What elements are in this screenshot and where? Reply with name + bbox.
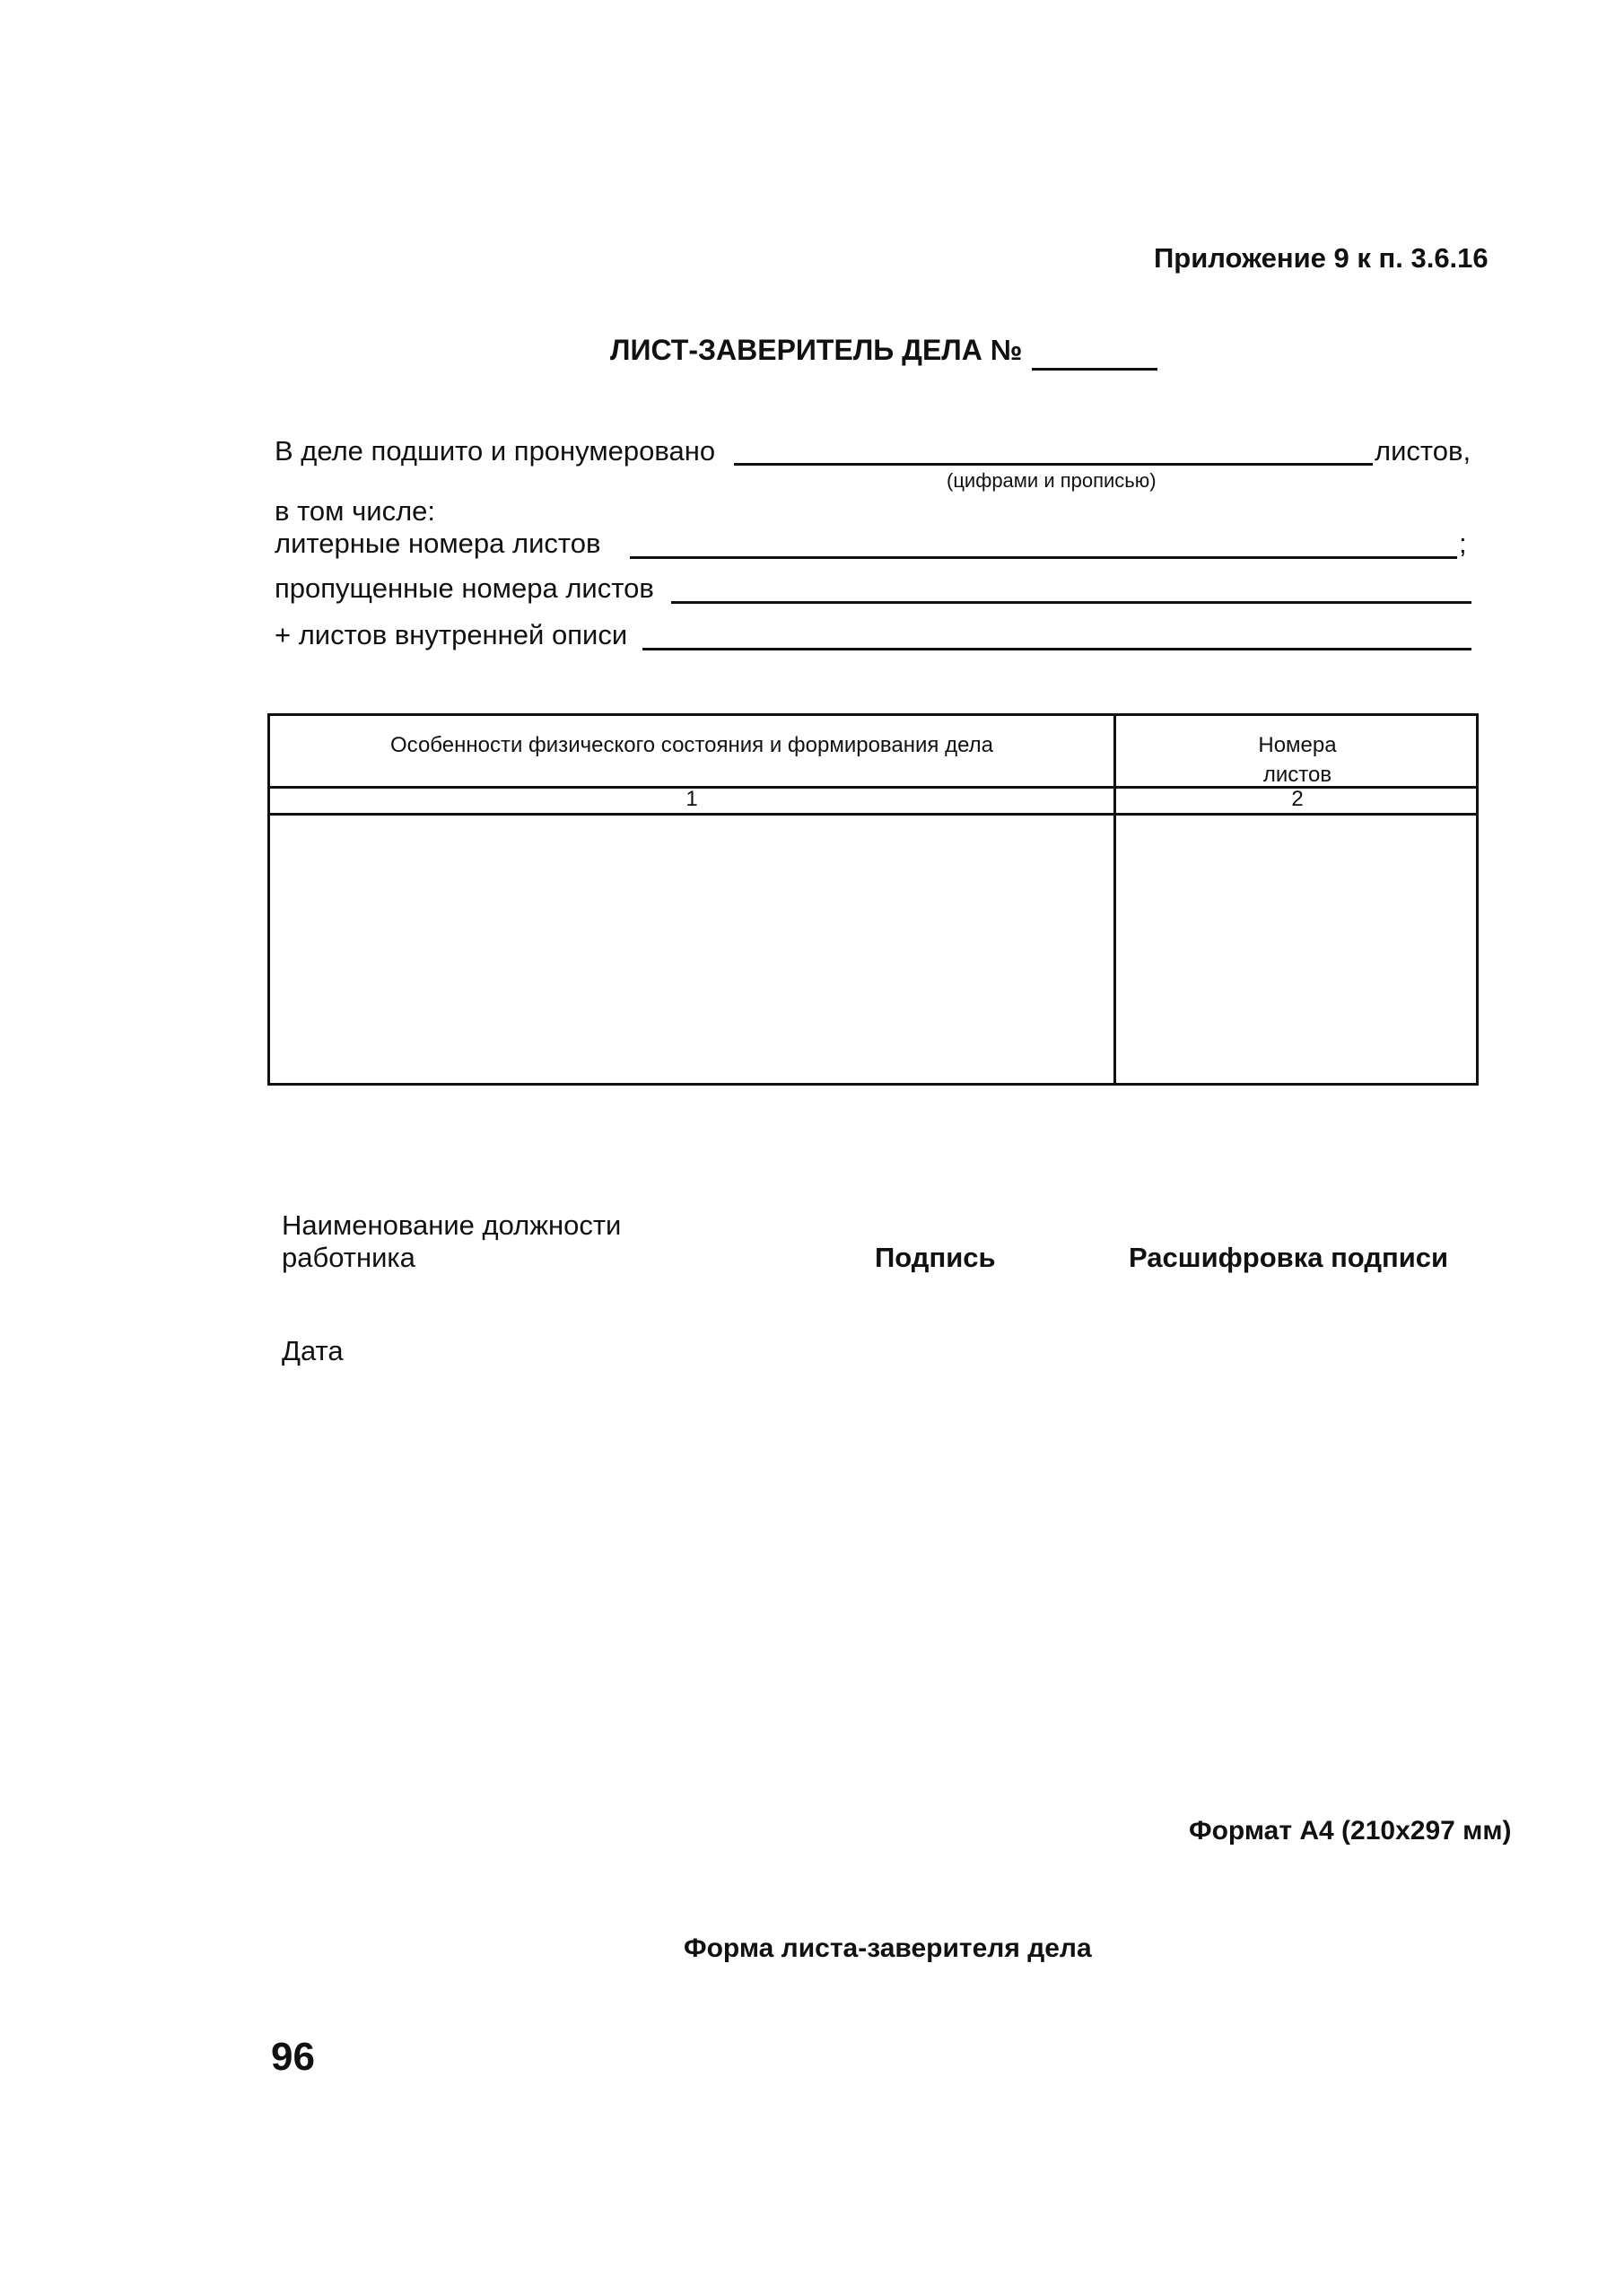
inner-inventory-line bbox=[642, 648, 1471, 650]
table-col1-number: 1 bbox=[685, 787, 698, 811]
appendix-reference: Приложение 9 к п. 3.6.16 bbox=[1154, 242, 1489, 274]
page-number: 96 bbox=[271, 2035, 315, 2079]
missing-numbers-line bbox=[671, 601, 1471, 604]
inner-inventory-label: + листов внутренней описи bbox=[275, 619, 628, 650]
sewn-suffix: листов, bbox=[1375, 435, 1471, 467]
case-number-line bbox=[1032, 368, 1157, 371]
table-header-col2-line2: листов bbox=[1262, 763, 1332, 787]
signature-decoding-label: Расшифровка подписи bbox=[1129, 1242, 1449, 1273]
form-caption: Форма листа-заверителя дела bbox=[684, 1933, 1092, 1963]
table-header-col2-line1: Номера bbox=[1258, 733, 1337, 757]
letter-numbers-suffix: ; bbox=[1459, 528, 1467, 559]
signature-label: Подпись bbox=[875, 1242, 996, 1273]
letter-numbers-line bbox=[630, 556, 1457, 559]
date-label: Дата bbox=[282, 1335, 344, 1366]
letter-numbers-label: литерные номера листов bbox=[275, 528, 601, 559]
format-note: Формат А4 (210х297 мм) bbox=[1189, 1816, 1512, 1846]
table-col2-number: 2 bbox=[1291, 787, 1304, 811]
condition-table bbox=[267, 713, 1479, 1086]
sewn-hint: (цифрами и прописью) bbox=[947, 469, 1157, 492]
table-header-col1: Особенности физического состояния и формирования дела bbox=[390, 733, 993, 757]
sewn-label: В деле подшито и пронумеровано bbox=[275, 435, 716, 467]
position-label-line2: работника bbox=[282, 1242, 415, 1273]
document-title: ЛИСТ-ЗАВЕРИТЕЛЬ ДЕЛА № bbox=[610, 334, 1023, 366]
position-label-line1: Наименование должности bbox=[282, 1209, 622, 1241]
including-label: в том числе: bbox=[275, 495, 436, 527]
missing-numbers-label: пропущенные номера листов bbox=[275, 572, 654, 604]
table-header-col2 bbox=[1116, 730, 1479, 790]
table-number-divider bbox=[270, 813, 1476, 816]
sewn-count-line bbox=[734, 463, 1373, 466]
